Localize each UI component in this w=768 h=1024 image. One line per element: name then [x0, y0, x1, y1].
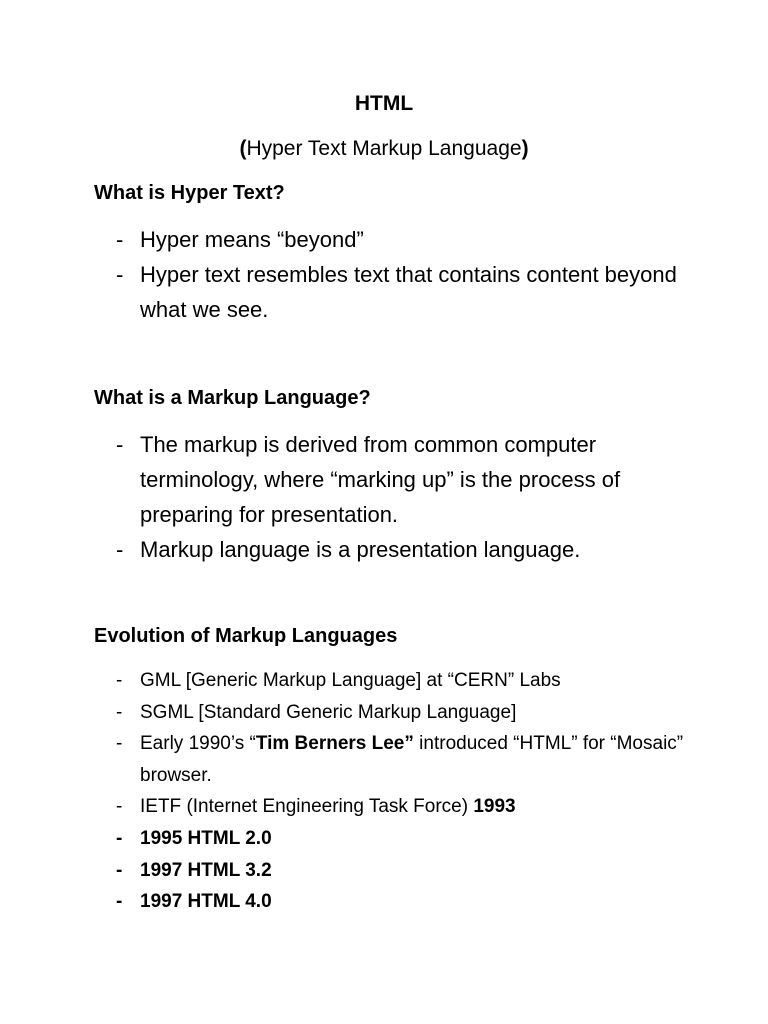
- bullet-dash: -: [116, 733, 123, 755]
- bullet-dash: -: [116, 891, 123, 913]
- list-item: [94, 427, 694, 532]
- section-heading-evolution: Evolution of Markup Languages: [94, 625, 398, 647]
- list-item-text: Markup language is a presentation language.: [140, 537, 581, 562]
- list-item-text: GML [Generic Markup Language] at “CERN” Labs: [140, 670, 561, 691]
- bullet-dash: -: [116, 432, 124, 457]
- bullet-dash: -: [116, 670, 123, 691]
- list-item-text: 1995 HTML 2.0: [140, 827, 272, 849]
- bullet-dash: -: [116, 227, 124, 252]
- subtitle-text: Hyper Text Markup Language: [246, 137, 522, 160]
- list-item: [94, 697, 694, 729]
- list-item-bold-text: Tim Berners Lee”: [255, 733, 414, 755]
- list-item: [94, 257, 694, 327]
- list-item-text: Early 1990’s “: [140, 733, 256, 755]
- bullet-dash: -: [116, 796, 123, 818]
- list-item: [94, 665, 694, 697]
- list-item-text: Hyper means “beyond”: [140, 227, 364, 252]
- list-item: [94, 222, 694, 257]
- list-item-text: 1997 HTML 4.0: [140, 891, 272, 913]
- list-item-text: Hyper text resembles text that contains content beyond what we see.: [140, 262, 677, 322]
- document-title: HTML: [354, 92, 414, 115]
- evolution-list: [94, 665, 694, 918]
- list-item: [94, 823, 694, 855]
- bullet-dash: -: [116, 701, 123, 723]
- list-item-bold-text: 1993: [473, 796, 516, 818]
- list-item: [94, 855, 694, 887]
- bullet-dash: -: [116, 859, 123, 881]
- bullet-dash: -: [116, 262, 124, 287]
- subtitle-close-paren: ): [521, 137, 529, 160]
- list-item-text: introduced “HTML” for “Mosaic” browser.: [140, 733, 684, 786]
- markup-language-list: [94, 427, 694, 567]
- subtitle-open-paren: (: [239, 137, 247, 160]
- list-item: [94, 728, 694, 791]
- bullet-dash: -: [116, 827, 123, 849]
- bullet-dash: -: [116, 537, 124, 562]
- list-item-text: 1997 HTML 3.2: [140, 859, 272, 881]
- list-item: [94, 791, 694, 823]
- list-item-text: SGML [Standard Generic Markup Language]: [140, 701, 517, 723]
- hyper-text-list: [94, 222, 694, 327]
- list-item: [94, 532, 694, 567]
- list-item: [94, 886, 694, 918]
- list-item-text: The markup is derived from common computer terminology, where “marking up” is the process of preparing for presentation.: [140, 432, 621, 527]
- section-heading-markup-language: What is a Markup Language?: [94, 387, 371, 409]
- section-heading-hyper-text: What is Hyper Text?: [94, 182, 285, 204]
- list-item-text: IETF (Internet Engineering Task Force): [140, 796, 474, 818]
- document-subtitle: [0, 137, 768, 161]
